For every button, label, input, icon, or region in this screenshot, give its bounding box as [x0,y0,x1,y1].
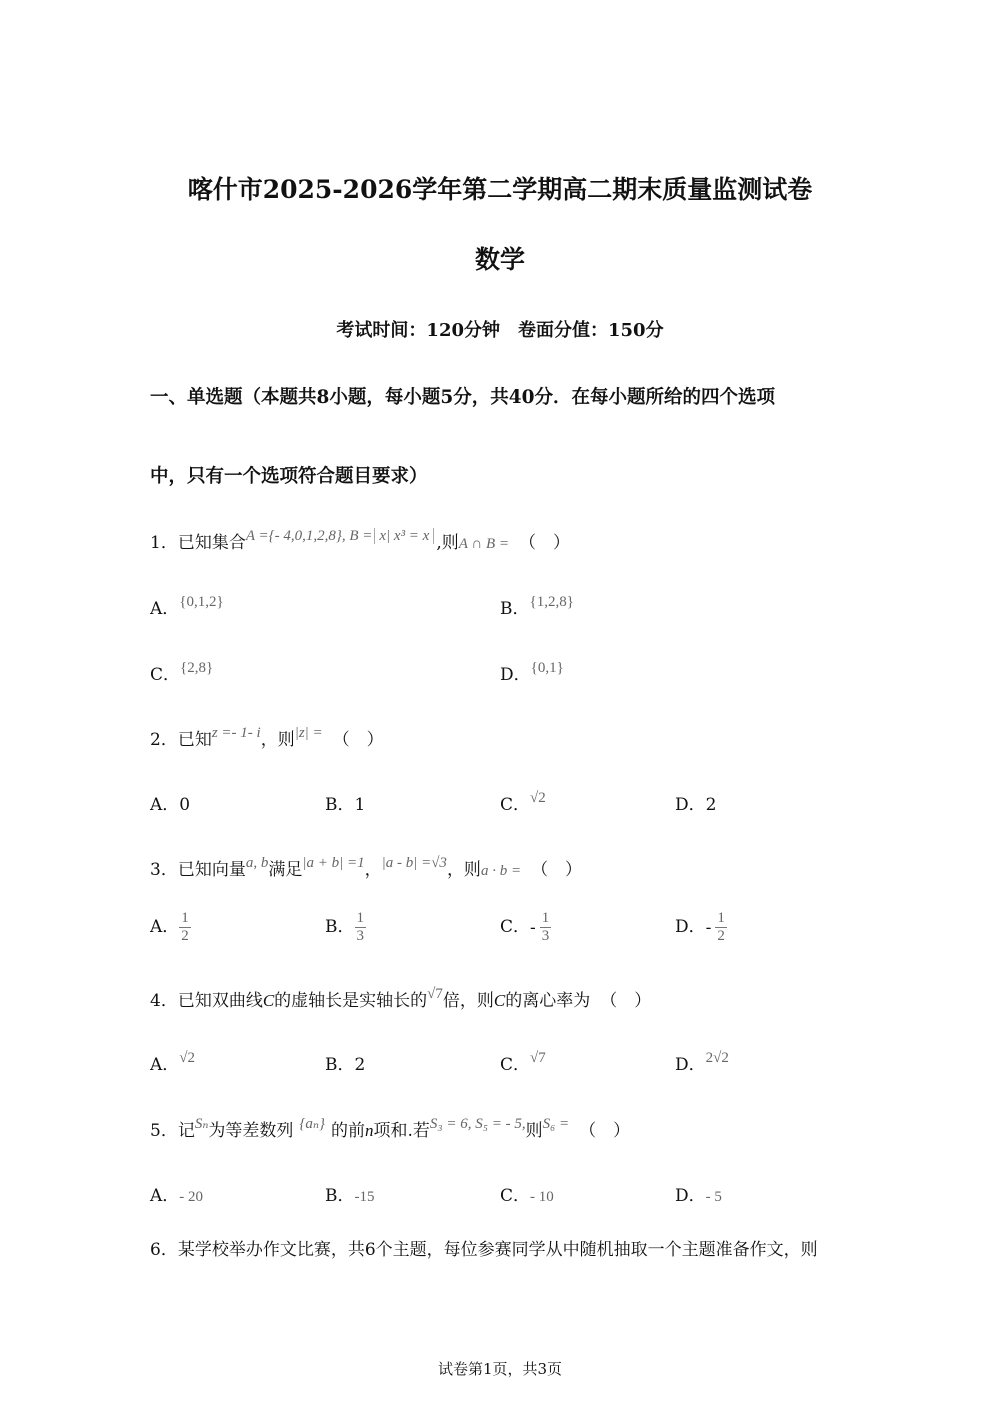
option-value: $\frac{1}{3}$ [541,910,550,944]
math-expression: a · b = [480,863,522,879]
option-c: C．- 10 [500,1186,554,1206]
math-expression: z =- 1- i [211,725,261,741]
answer-paren: （ ） [579,1121,631,1141]
math-set-builder: x| x³ = x [374,528,434,544]
question-text: 倍，则 [442,991,494,1011]
question-number: 3． [150,860,178,880]
question-number: 1． [150,533,178,553]
question-text: 已知 [177,730,212,750]
question-text: 已知双曲线 [177,991,263,1011]
question-text: ，则 [446,860,481,880]
option-c: C．- $\frac{1}{3}$ [500,910,550,944]
question-number: 5． [150,1121,178,1141]
math-expression: Sₙ [194,1116,209,1132]
option-value: $\frac{1}{2}$ [717,910,725,944]
question-text: 的前 [331,1121,365,1141]
answer-paren: （ ） [519,533,571,553]
section-heading-line2: 中，只有一个选项符合题目要求） [150,466,428,487]
option-a: A．{0,1,2} [150,594,224,619]
math-expression: |a - b| =√3 [381,855,447,871]
answer-paren: （ ） [600,991,652,1011]
math-expression: A ={- 4,0,1,2,8}, B = [245,528,373,544]
var-c: C [493,991,506,1010]
question-number: 4． [150,991,178,1011]
math-expression: S₃ = 6, S₅ = - 5, [429,1116,526,1132]
option-b: B．2 [325,1055,366,1075]
option-d: D．{0,1} [500,660,564,685]
math-expression: A ∩ B = [458,536,510,552]
option-a: A．- 20 [150,1186,204,1206]
question-text: 记 [177,1121,195,1141]
question-text: 满足 [268,860,303,880]
question-number: 2． [150,730,178,750]
question-text: 已知集合 [177,533,246,553]
question-text: ,则 [436,533,459,553]
exam-title: 喀什市2025-2026学年第二学期高二期末质量监测试卷 [187,175,813,204]
question-text: 项和.若 [373,1121,430,1141]
option-d: D．- 5 [675,1186,722,1206]
question-text: 为等差数列 [208,1121,294,1141]
exam-info: 考试时间：120分钟 卷面分值：150分 [336,320,664,341]
question-1 [150,528,570,553]
question-4 [150,986,651,1011]
math-expression: |a + b| =1 [302,855,365,871]
option-a: A．0 [150,795,191,815]
question-6: 6．某学校举办作文比赛，共6个主题，每位参赛同学从中随机抽取一个主题准备作文，则 [150,1240,818,1260]
option-b: B．{1,2,8} [500,594,574,619]
math-expression: {aₙ} [299,1116,325,1132]
option-d: D．2 [675,795,717,815]
answer-paren: （ ） [531,860,583,880]
math-expression: S₆ = [542,1116,570,1132]
math-expression: a, b [245,855,269,871]
option-c: C．√2 [500,790,546,815]
option-c: C．{2,8} [150,660,214,685]
question-text: 已知向量 [177,860,246,880]
option-b: B．1 [325,795,366,815]
option-d: D．2√2 [675,1050,729,1075]
question-text: ，则 [260,730,295,750]
option-a: A． $\frac{1}{2}$ [150,910,189,944]
math-expression: √7 [427,986,443,1002]
option-b: B．-15 [325,1186,375,1206]
math-expression: |z| = [294,725,323,741]
option-d: D．- $\frac{1}{2}$ [675,910,725,944]
question-5 [150,1116,630,1141]
page-footer: 试卷第1页，共3页 [437,1360,563,1378]
option-b: B． $\frac{1}{3}$ [325,910,364,944]
answer-paren: （ ） [332,730,384,750]
option-c: C．√7 [500,1050,546,1075]
question-text: 的虚轴长是实轴长的 [274,991,428,1011]
question-3: 3．已知向量a, b满足|a + b| =1，|a - b| =√3，则a · b = （ ） [150,855,583,880]
question-text: 则 [525,1121,543,1141]
option-a: A．√2 [150,1050,196,1075]
var-c: C [262,991,275,1010]
section-heading-line1: 一、单选题（本题共8小题，每小题5分，共40分．在每小题所给的四个选项 [150,387,775,408]
option-value: $\frac{1}{3}$ [356,910,364,944]
question-text: 的离心率为 [505,991,591,1011]
question-2 [150,725,384,750]
subject-title: 数学 [474,245,525,274]
option-value: $\frac{1}{2}$ [181,910,189,944]
var-n: n [365,1121,374,1140]
